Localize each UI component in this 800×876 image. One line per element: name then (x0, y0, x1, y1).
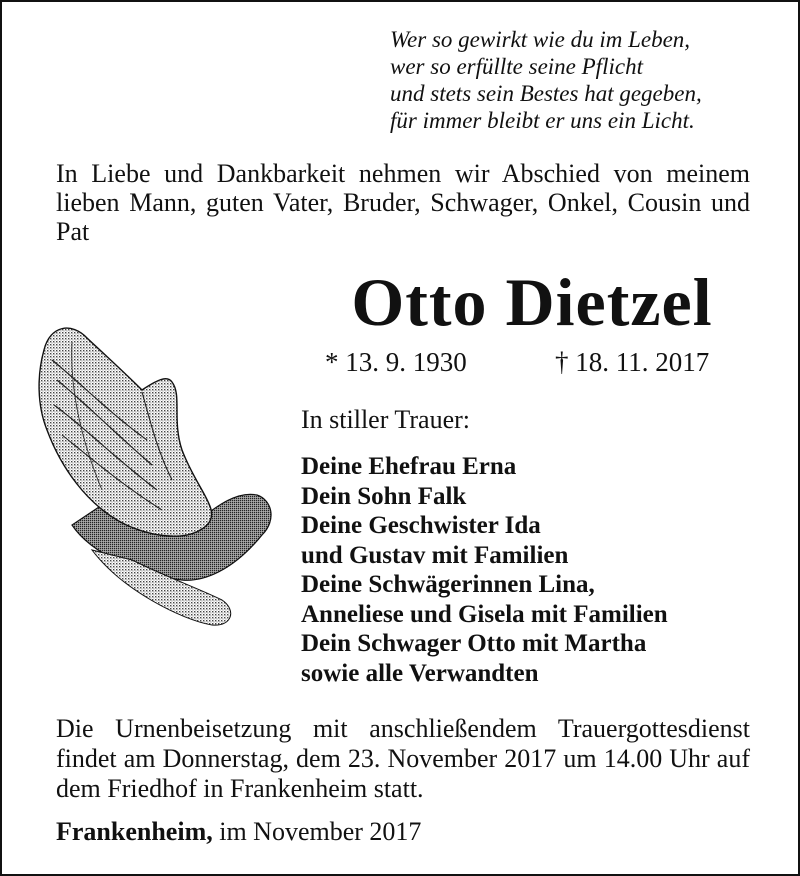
mourner-line: Deine Schwägerinnen Lina, (301, 571, 595, 598)
mourner-line: Deine Ehefrau Erna (301, 453, 517, 480)
mourner-line: Deine Geschwister Ida (301, 512, 541, 539)
deceased-name: Otto Dietzel (351, 264, 713, 340)
mourner-line: Dein Schwager Otto mit Martha (301, 630, 647, 657)
poem-line: und stets sein Bestes hat gegeben, (390, 81, 702, 106)
death-date: † 18. 11. 2017 (555, 347, 710, 377)
mourner-line: Dein Sohn Falk (301, 482, 467, 510)
mourning-heading: In stiller Trauer: (301, 405, 470, 434)
poem-line: Wer so gewirkt wie du im Leben, (390, 27, 691, 52)
praying-hands-icon (32, 320, 282, 640)
farewell-intro: In Liebe und Dankbarkeit nehmen wir Abschied von meinem lieben Mann, guten Vater, Bruder, Schwager, Onkel, Cousin und Pat (56, 159, 750, 246)
closing-date: im November 2017 (219, 817, 422, 846)
mourner-line: sowie alle Verwandten (301, 659, 539, 687)
closing-line (56, 817, 421, 847)
poem-line: für immer bleibt er uns ein Licht. (390, 108, 695, 133)
memorial-poem (390, 26, 790, 134)
poem-line: wer so erfüllte seine Pflicht (390, 54, 643, 79)
mourner-line: Anneliese und Gisela mit Familien (301, 600, 668, 628)
closing-place: Frankenheim, (56, 817, 213, 846)
funeral-notice: Die Urnenbeisetzung mit anschließendem Trauergottesdienst findet am Donnerstag, dem 23. November 2017 um 14.00 Uhr auf dem Friedhof in Frankenheim statt. (56, 714, 750, 803)
birth-date: * 13. 9. 1930 (325, 347, 467, 377)
mourner-line: und Gustav mit Familien (301, 541, 569, 569)
mourners-list (301, 452, 668, 688)
